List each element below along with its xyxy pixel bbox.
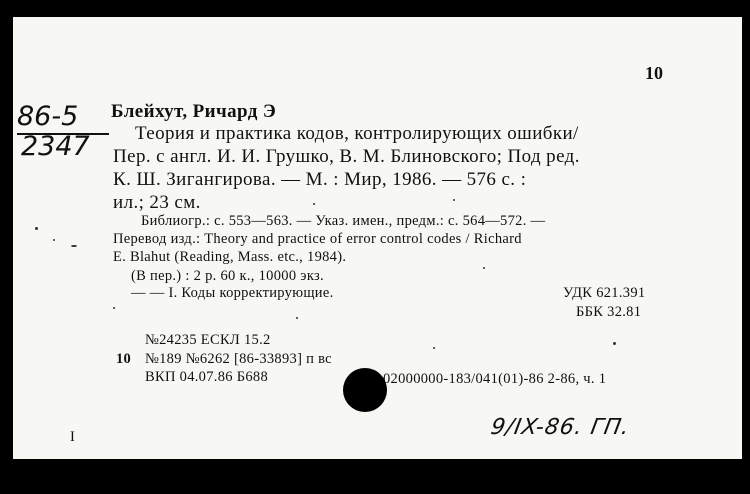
title-line-3: К. Ш. Зигангирова. — М. : Мир, 1986. — 576 с. : [113, 169, 527, 190]
page-number: 10 [645, 63, 663, 83]
title-line-4: ил.; 23 см. [113, 192, 201, 213]
shelfmark-bottom: 2347 [21, 131, 90, 162]
bbk-code: ББК 32.81 [576, 304, 642, 320]
scan-speck [296, 317, 298, 319]
notes-line-3: E. Blahut (Reading, Mass. etc., 1984). [113, 249, 347, 265]
udk-code: УДК 621.391 [563, 285, 646, 301]
notes-line-5: — — I. Коды корректирующие. [131, 285, 334, 301]
title-line-2: Пер. с англ. И. И. Грушко, В. М. Блиновского; Под ред. [113, 146, 580, 167]
notes-line-4: (В пер.) : 2 р. 60 к., 10000 экз. [131, 268, 324, 284]
scan-speck [53, 239, 55, 241]
publisher-code-line: 02000000-183/041(01)-86 2-86, ч. 1 [383, 371, 607, 387]
record-line-1: №24235 ЕСКЛ 15.2 [145, 332, 271, 348]
scan-speck [35, 227, 38, 230]
scan-speck [453, 199, 455, 201]
notes-line-1: Библиогр.: с. 553—563. — Указ. имен., предм.: с. 564—572. — [141, 213, 546, 229]
catalog-card [13, 17, 742, 459]
record-line-2: №189 №6262 [86-33893] п вс [145, 351, 332, 367]
title-line-1: Теория и практика кодов, контролирующих ошибки/ [135, 123, 579, 144]
shelfmark-top: 86-5 [17, 101, 79, 132]
scan-speck [613, 342, 616, 345]
record-prefix: 10 [116, 351, 132, 367]
margin-mark: I [70, 429, 76, 445]
scan-speck [313, 203, 315, 205]
record-line-3: ВКП 04.07.86 Б688 [145, 369, 268, 385]
notes-line-2: Перевод изд.: Theory and practice of error control codes / Richard [113, 231, 522, 247]
punch-hole [343, 368, 387, 412]
scan-speck [483, 267, 485, 269]
scan-speck [71, 245, 77, 247]
scan-speck [433, 347, 435, 349]
scan-speck [113, 307, 115, 309]
author-heading: Блейхут, Ричард Э [111, 101, 277, 122]
handwritten-date-note: 9/IX-86. ГП. [488, 415, 632, 440]
